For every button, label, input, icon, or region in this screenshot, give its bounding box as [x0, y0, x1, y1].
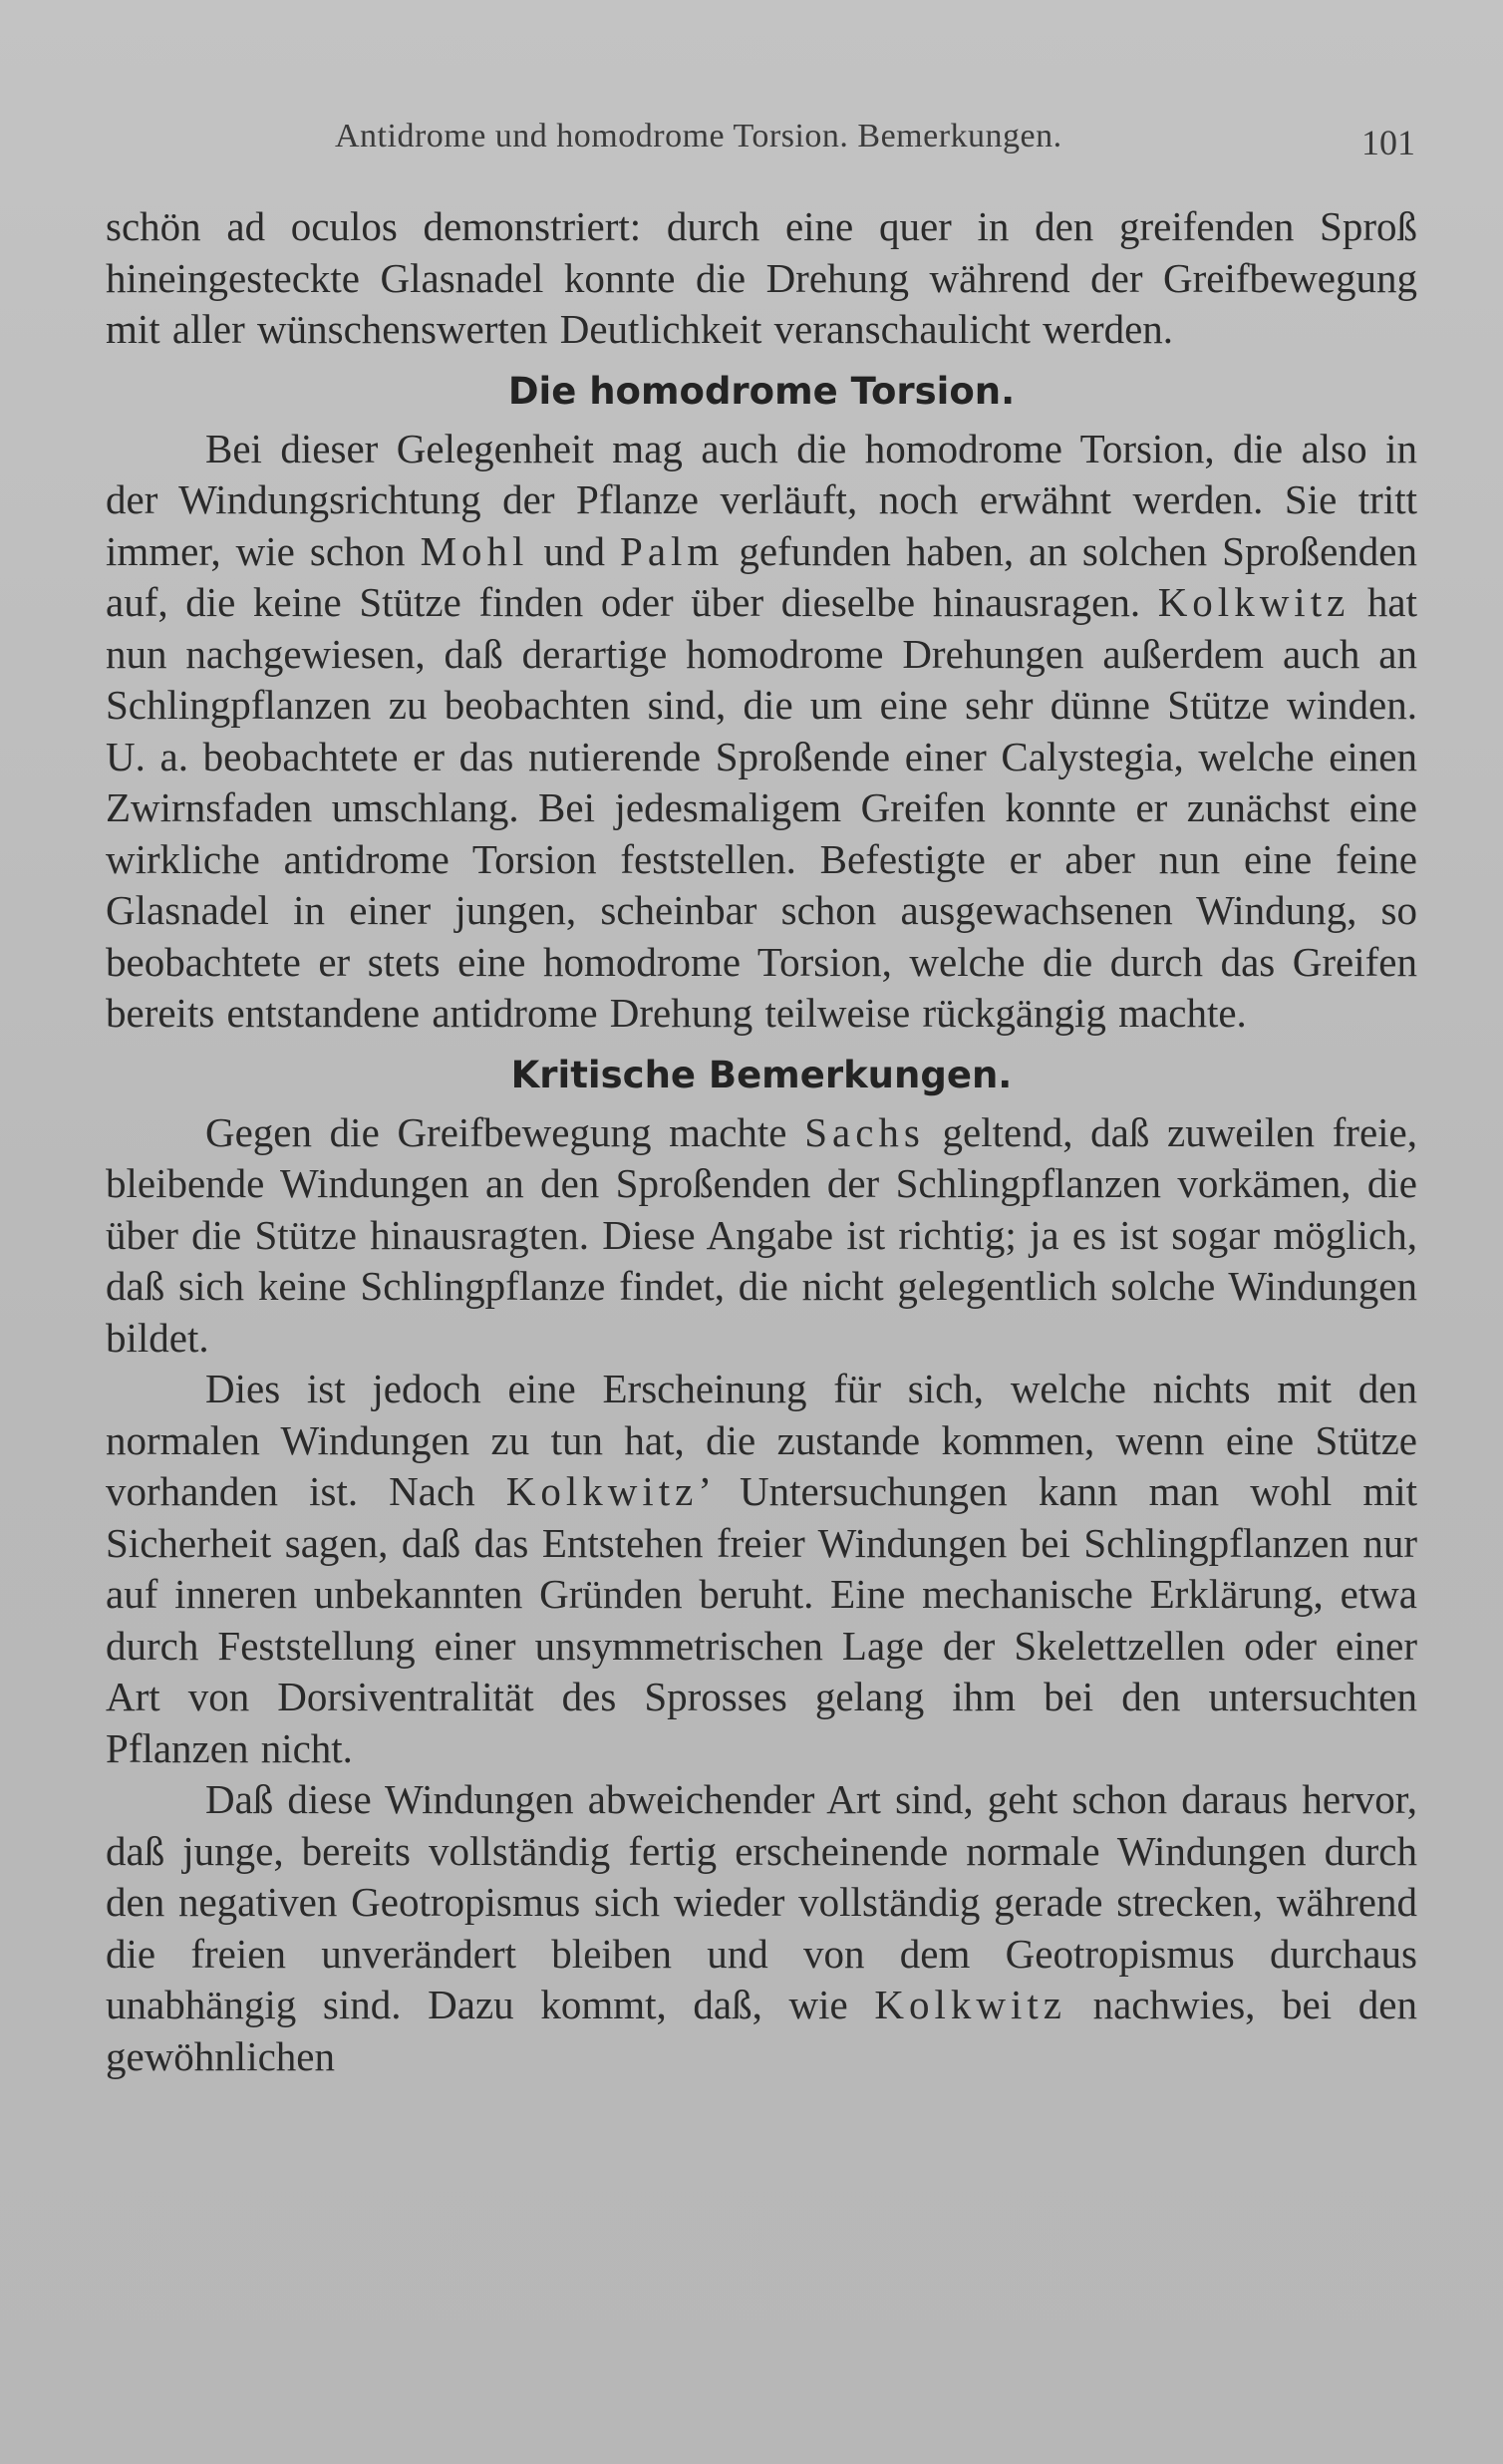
paragraph-sachs [106, 1107, 1417, 1365]
text-run: Daß diese Windungen abweichender Art sind, geht schon daraus hervor, daß junge, bereits vollständig fertig erscheinende normale Windungen durch den negativen Geotropismus sich wieder vollständig gerade strecken, während die freien unverändert bleiben und von dem Geotropismus durchaus unabhängig sind. Dazu kommt, daß, wie [106, 1776, 1417, 2027]
running-title: Antidrome und homodrome Torsion. Bemerkungen. [335, 118, 1062, 154]
text-run: Bei dieser Gelegenheit mag auch die homodrome Torsion, die also in der Windungsrichtung der Pflanze verläuft, noch erwähnt werden. Sie tritt immer, wie schon [106, 425, 1417, 574]
author-name-kolkwitz: Kolkwitz [505, 1468, 699, 1514]
text-run: ’ Untersuchungen kann man wohl mit Sicherheit sagen, daß das Entstehen freier Windungen bei Schlingpflanzen nur auf inneren unbekannten Gründen beruht. Eine mechanische Erklärung, etwa durch Feststellung einer unsymmetrischen Lage der Skelettzellen oder einer Art von Dorsiventralität des Sprosses gelang ihm bei den untersuchten Pflanzen nicht. [106, 1468, 1417, 1771]
text-run: geltend, daß zuweilen freie, bleibende Windungen an den Sproßenden der Schlingpflanzen vorkämen, die über die Stütze hinausragten. Diese Angabe ist richtig; ja es ist sogar möglich, daß sich keine Schlingpflanze findet, die nicht gelegentlich solche Windungen bildet. [106, 1108, 1417, 1361]
body-text [106, 201, 1417, 2082]
text-run: Gegen die Greifbewegung machte [205, 1108, 805, 1155]
paragraph-homodrome-torsion [106, 424, 1417, 1040]
text-run: Dies ist jedoch eine Erscheinung für sich, welche nichts mit den normalen Windungen zu tun hat, die zustande kommen, wenn eine Stütze vorhanden ist. Nach [106, 1366, 1417, 1514]
text-run: nachwies, bei den gewöhnlichen [106, 1982, 1417, 2079]
text-run: hat nun nachgewiesen, daß derartige homodrome Drehungen außerdem auch an Schlingpflanzen zu beobachten sind, die um eine sehr dünne Stütze winden. U. a. beobachtete er das nutierende Sproßende einer Calystegia, welche einen Zwirnsfaden umschlang. Bei jedesmaligem Greifen konnte er zunächst eine wirkliche antidrome Torsion feststellen. Befestigte er aber nun eine feine Glasnadel in einer jungen, scheinbar schon ausgewachsenen Windung, so beobachtete er stets eine homodrome Torsion, welche die durch das Greifen bereits entstandene antidrome Drehung teilweise rückgängig machte. [106, 579, 1417, 1036]
paragraph-geotropism [106, 1774, 1417, 2082]
author-name-kolkwitz: Kolkwitz [874, 1982, 1066, 2027]
author-name-palm: Palm [620, 527, 725, 574]
section-heading-kritische-bemerkungen: Kritische Bemerkungen. [510, 1053, 1013, 1096]
page-number: 101 [1361, 123, 1415, 162]
text-run: und [528, 527, 621, 574]
text-run: gefunden haben, an solchen Sproßenden auf, die keine Stütze finden oder über dieselbe hinausragen. [106, 527, 1417, 625]
paragraph-continuation: schön ad oculos demonstriert: durch eine quer in den greifenden Sproß hineingesteckte Glasnadel konnte die Drehung während der Greifbewegung mit aller wünschenswerten Deutlichkeit veranschaulicht werden. [106, 203, 1417, 352]
paragraph-free-windings [106, 1364, 1417, 1774]
section-heading-homodrome-torsion: Die homodrome Torsion. [507, 369, 1016, 413]
author-name-kolkwitz: Kolkwitz [1157, 579, 1351, 625]
author-name-sachs: Sachs [804, 1108, 925, 1155]
author-name-mohl: Mohl [420, 527, 529, 574]
running-head [108, 118, 1415, 167]
